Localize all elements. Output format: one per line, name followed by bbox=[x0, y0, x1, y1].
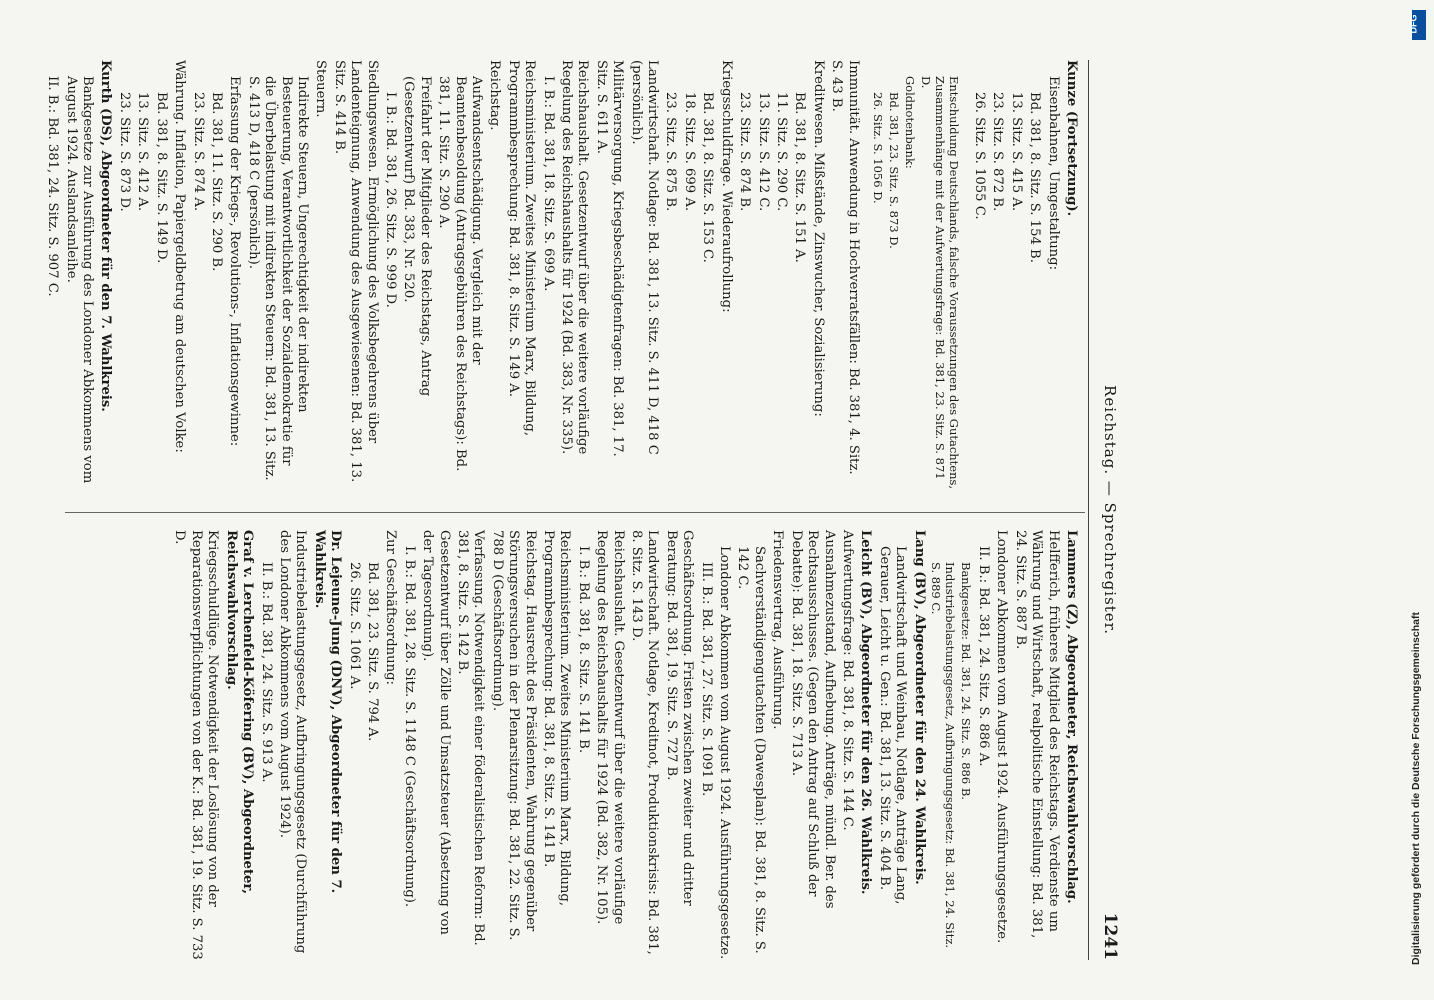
running-title: Reichstag. — Sprechregister. bbox=[1101, 385, 1119, 635]
subentry-line: Bankgesetze zur Ausführung des Londoner Abkommens vom August 1924. Auslandsanleihe. bbox=[63, 76, 96, 484]
entry-line: Kreditwesen. Mißstände, Zinswucher, Sozialisierung: bbox=[810, 60, 826, 417]
subentry-line: Erfassung der Kriegs-, Revolutions-, Inflationsgewinne: bbox=[227, 76, 243, 447]
reference-line: 23. Sitz. S. 873 D. bbox=[116, 92, 132, 212]
reference-line: Bd. 381, 8. Sitz. S. 151 A. bbox=[792, 92, 808, 263]
subentry-line-small: Goldnotenbank: bbox=[902, 76, 917, 169]
reference-line: Bd. 381, 8. Sitz. S. 149 D. bbox=[153, 92, 169, 264]
spacer bbox=[961, 60, 969, 490]
entry-line: Ausnahmezustand, Aufhebung. Anträge, mündl. Ber. des Rechtsausschusses. (Gegen den Antrag auf Schluß der Debatte): Bd. 381, 18. Sitz. S. 713 A. bbox=[788, 530, 837, 909]
entry-line: Friedensvertrag, Ausführung. bbox=[770, 530, 786, 730]
page-header bbox=[1095, 60, 1125, 960]
dfg-logo-text: DFG bbox=[1408, 14, 1419, 34]
entry-line: Gesetzentwurf über Zölle und Umsatzsteuer (Absetzung von der Tagesordnung). bbox=[420, 530, 452, 935]
speaker-heading: Lang (BV), Abgeordneter für den 24. Wahlkreis. bbox=[911, 530, 927, 885]
reference-line: 23. Sitz. S. 872 B. bbox=[990, 92, 1006, 212]
subentry-line-small: Entschuldung Deutschlands, falsche Voraussetzungen des Gutachtens, Zusammenhänge mit der Aufwertungsfrage: Bd. 381, 23. Sitz. S. 871 D. bbox=[918, 76, 961, 490]
entry-line: Zur Geschäftsordnung: bbox=[383, 530, 399, 685]
entry-line: Reichsministerium. Zweites Ministerium Marx, Bildung, Programmbesprechung: Bd. 381, 8. Sitz. S. 149 A. bbox=[505, 60, 538, 437]
entry-line: Steuern. bbox=[313, 60, 329, 118]
reference-line: Bd. 381, 8. Sitz. S. 154 B. bbox=[1027, 92, 1043, 263]
entry-line: Londoner Abkommen vom August 1924. Ausführungsgesetze. bbox=[994, 530, 1010, 944]
column-divider bbox=[65, 512, 1085, 513]
entry-line: Verfassung. Notwendigkeit einer föderalistischen Reform: Bd. 381, 8. Sitz. S. 142 B. bbox=[455, 530, 487, 946]
speaker-heading: Leicht (BV), Abgeordneter für den 26. Wahlkreis. bbox=[858, 530, 874, 895]
reference-line: Bd. 381, 23. Sitz. S. 794 A. bbox=[364, 562, 380, 742]
entry-line: Landwirtschaft. Notlage, Kreditnot, Produktionskrisis: Bd. 381, 8. Sitz. S. 143 D. bbox=[629, 530, 661, 955]
reference-line: Bd. 381, 8. Sitz. S. 153 C. bbox=[700, 92, 716, 263]
subentry-line: Freifahrt der Mitglieder des Reichstags, Antrag (Gesetzentwurf) Bd. 383, Nr. 520. bbox=[401, 76, 433, 397]
subentry-line: I. B.: Bd. 381, 8. Sitz. S. 141 B. bbox=[575, 546, 591, 754]
entry-line: Landwirtschaft. Notlage: Bd. 381, 13. Sitz. S. 411 D, 418 C (persönlich). bbox=[628, 60, 661, 455]
entry-line: Reichstag. bbox=[487, 60, 503, 131]
subentry-line: Londoner Abkommen vom August 1924. Ausführungsgesetze. bbox=[717, 546, 733, 960]
entry-line: Währung. Inflation, Papiergeldbetrug am deutschen Volke: bbox=[172, 60, 188, 453]
subentry-line: II. B.: Bd. 381, 24. Sitz. S. 886 A. bbox=[975, 546, 991, 767]
reference-line: 11. Sitz. S. 290 C. bbox=[773, 92, 789, 212]
header-rule bbox=[1088, 60, 1089, 960]
subentry-line: Indirekte Steuern, Ungerechtigkeit der indirekten Besteuerung, Verantwortlichkeit der Sozialdemokratie für die Überbelastung mit indirekten Steuern: Bd. 381, 13. Sitz. S. 413 D, 418 C (persönlich). bbox=[245, 76, 310, 481]
page-number: 1241 bbox=[1100, 912, 1120, 960]
entry-line: Kriegsschuldfrage. Wiederaufrollung: bbox=[718, 60, 734, 313]
subentry-line: I. B.: Bd. 381, 18. Sitz. S. 699 A. bbox=[540, 76, 556, 292]
entry-line: Industriebelastungsgesetz, Aufbringungsgesetz (Durchführung des Londoner Abkommens vom August 1924). bbox=[276, 530, 309, 954]
reference-line: 23. Sitz. S. 875 B. bbox=[663, 92, 679, 212]
subentry-line: Landwirtschaft und Weinbau, Notlage, Anträge Lang, Gerauer, Leicht u. Gen.: Bd. 381, 13. Sitz. S. 404 B. bbox=[876, 546, 909, 905]
spacer bbox=[861, 60, 869, 490]
credit-text: Digitalisierung gefördert durch die Deutsche Forschungsgemeinschaft bbox=[1410, 612, 1422, 965]
reference-line-small: Industriebelastungsgesetz, Aufbringungsgesetz: Bd. 381, 24. Sitz. S. 889 C. bbox=[928, 562, 957, 949]
entry-line: Reichstag. Hausrecht des Präsidenten, Wahrung gegenüber Störungsversuchen in der Plenarsitzung: Bd. 381, 22. Sitz. S. 788 D (Geschäftsordnung). bbox=[489, 530, 538, 941]
reference-line-small: Bd. 381, 23. Sitz. S. 873 D. bbox=[886, 92, 901, 249]
entry-line: Kriegsschuldlüge. Notwendigkeit der Loslösung von der Reparationsverpflichtungen von der K.: Bd. 381, 19. Sitz. S. 733 D. bbox=[172, 530, 221, 960]
entry-line: Siedlungswesen. Ermöglichung des Volksbegehrens über Landenteignung, Anwendung des Ausgewiesenen: Bd. 381, 13. Sitz. S. 414 B. bbox=[331, 60, 380, 483]
rotated-register-page bbox=[45, 60, 1125, 960]
right-column bbox=[69, 530, 1079, 960]
subentry-line: II. B.: Bd. 381, 24. Sitz. S. 907 C. bbox=[45, 76, 61, 297]
subentry-line: Aufwandsentschädigung. Vergleich mit der Beamtenbesoldung (Antragsgebühren des Reichstags): Bd. 381, 11. Sitz. S. 290 A. bbox=[436, 76, 485, 472]
entry-line: Reichsministerium. Zweites Ministerium Marx, Bildung, Programmbesprechung: Bd. 381, 8. Sitz. S. 141 B. bbox=[541, 530, 573, 907]
subentry-line: I. B.: Bd. 381, 28. Sitz. S. 1148 C (Geschäftsordnung). bbox=[401, 546, 417, 908]
reference-line: Bd. 381, 11. Sitz. S. 290 B. bbox=[208, 92, 224, 272]
reference-line: I. B.: Bd. 381, 26. Sitz. S. 999 D. bbox=[383, 92, 398, 308]
entry-line: Aufwertungsfrage: Bd. 381, 8. Sitz. S. 144 C. bbox=[839, 530, 855, 831]
reference-line: 26. Sitz. S. 1061 A. bbox=[346, 562, 362, 690]
speaker-heading: Kunze (Fortsetzung). bbox=[1064, 60, 1079, 217]
reference-line: 23. Sitz. S. 874 A. bbox=[190, 92, 206, 212]
digitization-credit bbox=[1408, 30, 1422, 970]
entry-line: Immunität. Anwendung in Hochverratsfällen: Bd. 381, 4. Sitz. S. 43 B. bbox=[829, 60, 861, 475]
reference-line: III. B.: Bd. 381, 27. Sitz. S. 1091 B. bbox=[698, 562, 714, 797]
reference-line: 13. Sitz. S. 415 A. bbox=[1008, 92, 1024, 212]
subentry-line: Sachverständigengutachten (Dawesplan): Bd. 381, 8. Sitz. S. 142 C. bbox=[735, 546, 767, 954]
entry-line: Reichshaushalt. Gesetzentwurf über die weitere vorläufige Regelung des Reichshaushalts für 1924 (Bd. 382, Nr. 105). bbox=[594, 530, 626, 925]
left-column bbox=[45, 60, 1079, 490]
reference-line: 13. Sitz. S. 412 C. bbox=[755, 92, 771, 212]
reference-line: 13. Sitz. S. 412 A. bbox=[135, 92, 151, 212]
reference-line-small: Bankgesetze: Bd. 381, 24. Sitz. S. 886 B. bbox=[958, 562, 973, 800]
reference-line: II. B.: Bd. 381, 24. Sitz. S. 913 A. bbox=[258, 562, 274, 783]
entry-line: Helfferich, früheres Mitglied des Reichstags. Verdienste um Währung und Wirtschaft, realpolitische Einstellung: Bd. 381, 24. Sitz. S. 887 B. bbox=[1012, 530, 1061, 939]
reference-line: 18. Sitz. S. 699 A. bbox=[681, 92, 697, 212]
subentry-line: Eisenbahnen, Umgestaltung: bbox=[1045, 76, 1061, 271]
speaker-heading: Dr. Lejeune-Jung (DNV), Abgeordneter für den 7. Wahlkreis. bbox=[311, 530, 344, 894]
entry-line: Militärversorgung, Kriegsbeschädigtenfragen: Bd. 381, 17. Sitz. S. 611 A. bbox=[593, 60, 626, 457]
speaker-heading: Lammers (Z), Abgeordneter, Reichswahlvorschlag. bbox=[1064, 530, 1079, 904]
entry-line: Geschäftsordnung. Fristen zwischen zweiter und dritter Beratung: Bd. 381, 19. Sitz. S. 727 B. bbox=[663, 530, 696, 906]
speaker-heading: Kurth (DS), Abgeordneter für den 7. Wahlkreis. bbox=[98, 60, 114, 412]
reference-line: 26. Sitz. S. 1055 C. bbox=[971, 92, 987, 220]
reference-line-small: 26. Sitz. S. 1056 D. bbox=[870, 92, 885, 204]
reference-line: 23. Sitz. S. 874 B. bbox=[737, 92, 753, 212]
speaker-heading: Graf v. Lerchenfeld-Köfering (BV), Abgeordneter, Reichswahlvorschlag. bbox=[223, 530, 256, 895]
entry-line: Reichshaushalt. Gesetzentwurf über die weitere vorläufige Regelung des Reichshaushalts für 1924 (Bd. 383, Nr. 335). bbox=[559, 60, 591, 455]
